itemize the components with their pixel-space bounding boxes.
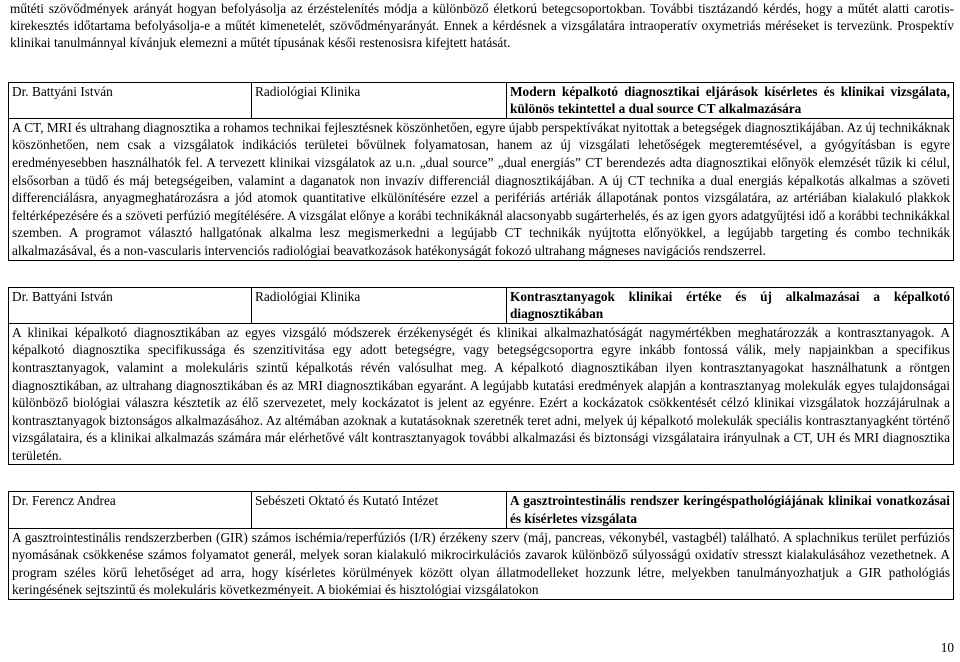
abstract-block-2 bbox=[8, 287, 954, 466]
spacer bbox=[8, 465, 954, 491]
institute-name: Radiológiai Klinika bbox=[252, 82, 507, 118]
author-name: Dr. Battyáni István bbox=[9, 82, 252, 118]
abstract-block-1 bbox=[8, 82, 954, 261]
abstract-body: A klinikai képalkotó diagnosztikában az egyes vizsgáló módszerek érzékenységét és klinikai alkalmazhatóságát nagymértékben meghatározzák a kontrasztanyagok. A képalkotó diagnosztika specifikussága és szenzitivitása egy adott betegségre, vagy betegségcsoportra egyre inkább fontossá válik, mely napjainkban a specifikus kontrasztanyagok, valamint a molekuláris szintű képalkotás révén valósulhat meg. A képalkotó diagnosztikában ilyen kontrasztanyagokat használhatunk a röntgen diagnosztikában, az ultrahang diagnosztikában és az MRI diagnosztikában egyaránt. A legújabb kutatási eredmények alapján a kontrasztanyag molekulák egyes tulajdonságai különböző biológiai válaszra késztetik az élő szervezetet, mely kockázatot is jelent az egyénre. Ezért a kockázatok csökkentését célzó klinikai vizsgálatok hozzájárulnak a kontrasztanyagok biztonságos alkalmazásához. Az altémában azoknak a kutatásoknak szeretnék teret adni, melyek új képalkotó molekulák speciális kontrasztanyagként történő vizsgálataira, és a klinikai alkalmazás számára már elérhetővé vált kontrasztanyagok további alkalmazási és biztonsági vizsgálataira irányulnak a CT, UH és MRI diagnosztika területén. bbox=[9, 323, 954, 465]
intro-paragraph: műtéti szövődmények arányát hogyan befolyásolja az érzéstelenítés módja a különböző életkorú betegcsoportokban. További tisztázandó kérdés, hogy a műtét alatti carotis-kirekesztés időtartama befolyásolja-e a műtét kimenetelét, szövődményarányát. Ennek a kérdésnek a vizsgálatára intraoperatív oxymetriás méréseket is tervezünk. Prospektív klinikai tanulmánnyal kívánjuk elemezni a műtét típusának késői restenosisra kifejtett hatását. bbox=[10, 1, 954, 51]
abstract-title: A gasztrointestinális rendszer keringéspathológiájának klinikai vonatkozásai és kísérletes vizsgálata bbox=[507, 492, 954, 528]
abstract-title: Kontrasztanyagok klinikai értéke és új alkalmazásai a képalkotó diagnosztikában bbox=[507, 287, 954, 323]
spacer bbox=[8, 261, 954, 287]
abstract-block-3 bbox=[8, 491, 954, 600]
spacer bbox=[8, 52, 954, 82]
page-number: 10 bbox=[940, 640, 954, 655]
author-name: Dr. Battyáni István bbox=[9, 287, 252, 323]
abstract-body: A gasztrointestinális rendszerzberben (GIR) számos ischémia/reperfúziós (I/R) érzékeny szerv (máj, pancreas, vékonybél, vastagbél) található. A splachnikus terület perfúziós nyomásának csökkenése számos folyamatot generál, melyek soran kialakuló mikrocirkulációs zavarok különböző súlyosságú oxidatív stresszt kialakulásához vezethetnek. A program széles körű lehetőséget ad arra, hogy kísérletes körülmények között olyan állatmodelleket hozzunk létre, melyekben tanulmányozhatjuk a GIR pathológiás keringésének sejtszintű és molekuláris következményeit. A biokémiai és hisztológiai vizsgálatokon bbox=[9, 528, 954, 599]
abstract-body: A CT, MRI és ultrahang diagnosztika a rohamos technikai fejlesztésnek köszönhetően, egyre újabb perspektívákat nyitottak a betegségek diagnosztikájában. Az új technikáknak köszönhetően, nem csak a vizsgálatok indikációs területei bővülnek folyamatosan, hanem az új vizsgálati lehetőségek megteremtésével, a gyógyításban is egyre eredményesebben használhatók fel. A tervezett klinikai vizsgálatok az u.n. „dual source” „dual energiás” CT berendezés adta diagnosztikai előnyök elemzését tűzik ki célul, elsősorban a tüdő és máj betegségeiben, valamint a daganatok non invazív differenciál diagnosztikájában. A új CT technika a dual energiás képalkotás alkalmas a szöveti differenciálásra, anyagmeghatározásra a jód atomok quantitative elkülönítésére ezzel a perifériás artériák állapotának pontos vizsgálatára, az artériában kialakuló plakkok feltérképezésére és a szöveti perfúzió megítélésére. A vizsgálat előnye a korábi technikáknál alacsonyabb sugárterhelés, és az igen gyors adatgyűjtési idő a korábbi technikákkal szemben. A programot választó hallgatónak alkalma lesz megismerkedni a legújabb CT technikák nyújtotta előnyökkel, a legújabb targeting és combo technikák alkalmazásával, és a non-vascularis intervenciós radiológiai beavatkozások hatékonyságát fokozó ultrahang mágneses navigációs rendszerrel. bbox=[9, 118, 954, 260]
institute-name: Sebészeti Oktató és Kutató Intézet bbox=[252, 492, 507, 528]
document-page bbox=[8, 0, 954, 600]
abstract-title: Modern képalkotó diagnosztikai eljárások kísérletes és klinikai vizsgálata, különös tekintettel a dual source CT alkalmazására bbox=[507, 82, 954, 118]
author-name: Dr. Ferencz Andrea bbox=[9, 492, 252, 528]
institute-name: Radiológiai Klinika bbox=[252, 287, 507, 323]
